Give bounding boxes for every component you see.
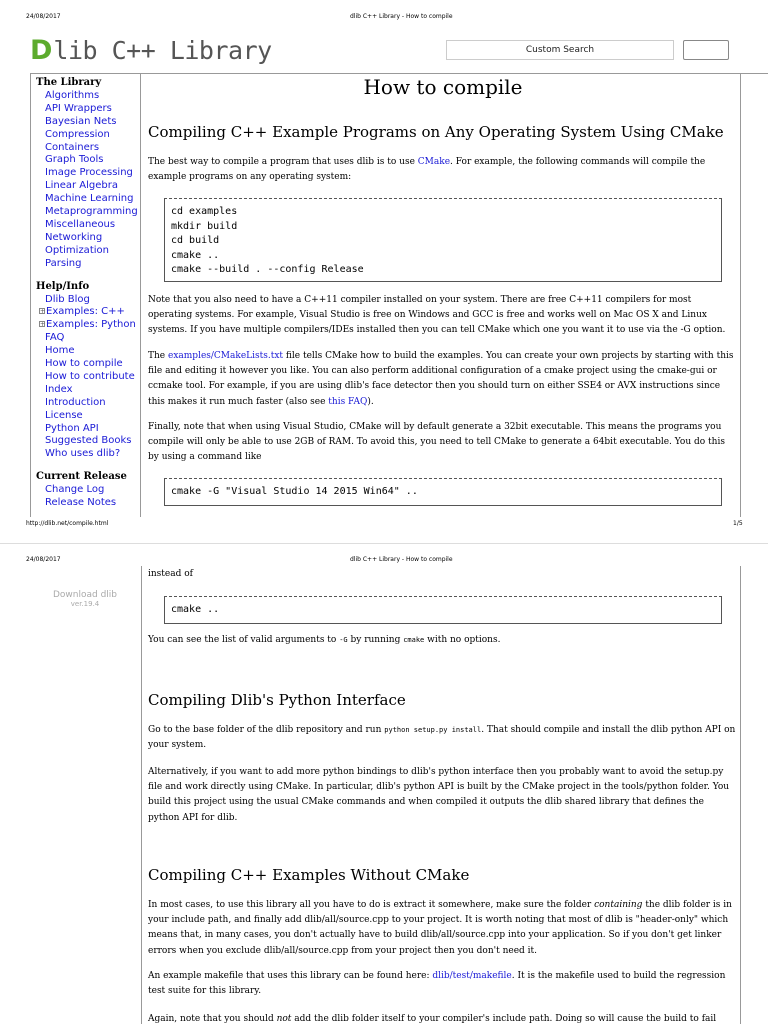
paragraph: Go to the base folder of the dlib repository and run python setup.py install. That should compile and install the dlib python API on your system. [148, 725, 736, 751]
sidebar-item-algorithms[interactable]: Algorithms [45, 89, 100, 101]
paragraph: instead of [148, 569, 193, 579]
sidebar-right-border [141, 566, 142, 1024]
sidebar-item-containers[interactable]: Containers [45, 141, 100, 153]
content-right-border [740, 74, 741, 517]
sidebar-item-api-wrappers[interactable]: API Wrappers [45, 102, 112, 114]
code-block: cmake .. [164, 596, 722, 624]
print-date: 24/08/2017 [26, 556, 61, 563]
print-title: dlib C++ Library - How to compile [350, 13, 453, 20]
sidebar-item-machine-learning[interactable]: Machine Learning [45, 193, 134, 205]
sidebar [30, 74, 141, 517]
sidebar-item-faq[interactable]: FAQ [45, 332, 65, 344]
section-heading: Compiling Dlib's Python Interface [148, 691, 406, 709]
page-title: How to compile [363, 75, 523, 99]
section-heading: Compiling C++ Example Programs on Any Operating System Using CMake [148, 123, 724, 141]
print-page-number: 1/5 [733, 520, 743, 527]
dlib-logo[interactable] [30, 30, 272, 70]
paragraph: The examples/CMakeLists.txt file tells CMake how to build the examples. You can create your own projects by starting with this file and editing it however you like. You can also perform additional configuration of a cmake project using the cmake-gui or ccmake tool. For example, if you are using dlib's face detector then you should turn on either SSE4 or AVX instructions since this makes it run much faster (also see this FAQ). [148, 351, 734, 407]
sidebar-item-metaprogramming[interactable]: Metaprogramming [45, 206, 138, 218]
expand-icon[interactable]: + [40, 308, 46, 316]
sidebar-item-who-uses-dlib[interactable]: Who uses dlib? [45, 448, 121, 460]
sidebar-item-release-notes[interactable]: Release Notes [45, 497, 117, 509]
sidebar-item-optimization[interactable]: Optimization [45, 244, 109, 256]
sidebar-item-how-to-contribute[interactable]: How to contribute [45, 370, 135, 382]
sidebar-item-linear-algebra[interactable]: Linear Algebra [45, 180, 118, 192]
download-box[interactable] [30, 590, 140, 608]
cmakelists-link[interactable]: examples/CMakeLists.txt [168, 351, 284, 361]
code-block: cd examples mkdir build cd build cmake .. cmake --build . --config Release [164, 198, 722, 282]
sidebar-item-bayesian-nets[interactable]: Bayesian Nets [45, 115, 117, 127]
sidebar-item-home[interactable]: Home [45, 345, 75, 357]
sidebar-item-index[interactable]: Index [45, 383, 73, 395]
sidebar-item-miscellaneous[interactable]: Miscellaneous [45, 218, 116, 230]
paragraph: You can see the list of valid arguments to -G by running cmake with no options. [148, 635, 501, 645]
sidebar-item-introduction[interactable]: Introduction [45, 396, 106, 408]
paragraph: Alternatively, if you want to add more python bindings to dlib's python interface then you probably want to avoid the setup.py file and work directly using CMake. In particular, dlib's python API is built by the CMake project in the tools/python folder. You build this project using the usual CMake commands and when compiled it outputs the dlib shared library that defines the python API for dlib. [148, 767, 730, 823]
sidebar-item-parsing[interactable]: Parsing [45, 257, 82, 269]
search-input[interactable]: Custom Search [446, 40, 674, 60]
logo-text: lib C++ Library [53, 35, 272, 65]
sidebar-item-python-api[interactable]: Python API [45, 422, 99, 434]
search-button[interactable] [683, 40, 729, 60]
print-title: dlib C++ Library - How to compile [350, 556, 453, 563]
code-block: cmake -G "Visual Studio 14 2015 Win64" .. [164, 478, 722, 506]
print-date: 24/08/2017 [26, 13, 61, 20]
print-footer-url: http://dlib.net/compile.html [26, 520, 109, 527]
download-version: ver.19.4 [70, 600, 100, 608]
paragraph: In most cases, to use this library all you have to do is extract it somewhere, make sure the folder containing the dlib folder is in your include path, and finally add dlib/all/source.cpp to your project. It is worth noting that most of dlib is "header-only" which means that, in many cases, you don't actually have to build dlib/all/source.cpp into your application. So if you don't get linker errors when you exclude dlib/all/source.cpp from your project then you don't need it. [148, 900, 732, 956]
content-right-border [740, 566, 741, 1024]
logo-letter: D [30, 34, 53, 66]
paragraph: Note that you also need to have a C++11 compiler installed on your system. There are free C++11 compilers for most operating systems. For example, Visual Studio is free on Windows and GCC is free and works well on Mac OS X and Linux systems. If you have multiple compilers/IDEs installed then you can tell CMake which one you want it to use via the -G option. [148, 295, 726, 336]
paragraph: An example makefile that uses this library can be found here: dlib/test/makefile. It is the makefile used to build the regression test suite for this library. [148, 971, 726, 997]
faq-link[interactable]: this FAQ [328, 396, 368, 407]
sidebar-item-change-log[interactable]: Change Log [45, 484, 105, 496]
paragraph: Finally, note that when using Visual Studio, CMake will by default generate a 32bit executable. This means the programs you compile will only be able to use 2GB of RAM. To avoid this, you need to tell CMake to generate a 64bit executable. You do this by using a command like [148, 422, 725, 463]
makefile-link[interactable]: dlib/test/makefile [432, 971, 512, 981]
sidebar-section-title: Help/Info [36, 280, 90, 292]
paragraph: Again, note that you should not add the dlib folder itself to your compiler's include path. Doing so will cause the build to fail [148, 1014, 717, 1024]
download-label[interactable]: Download dlib [52, 590, 118, 600]
sidebar-item-compression[interactable]: Compression [45, 128, 110, 140]
paragraph: The best way to compile a program that uses dlib is to use CMake. For example, the following commands will compile the example programs on any operating system: [148, 157, 706, 183]
page-break [0, 543, 768, 544]
sidebar-item-how-to-compile[interactable]: How to compile [45, 358, 123, 370]
sidebar-item-examples-cpp[interactable]: +Examples: C++ [40, 306, 125, 318]
cmake-link[interactable]: CMake [417, 157, 451, 167]
sidebar-item-dlib-blog[interactable]: Dlib Blog [45, 293, 90, 305]
expand-icon[interactable]: + [40, 321, 46, 329]
sidebar-item-license[interactable]: License [45, 409, 83, 421]
sidebar-item-networking[interactable]: Networking [45, 231, 103, 243]
sidebar-item-suggested-books[interactable]: Suggested Books [45, 435, 132, 447]
sidebar-item-examples-python[interactable]: +Examples: Python [40, 319, 136, 331]
sidebar-item-image-processing[interactable]: Image Processing [45, 167, 133, 179]
sidebar-section-title: Current Release [36, 471, 127, 483]
sidebar-item-graph-tools[interactable]: Graph Tools [45, 154, 104, 166]
section-heading: Compiling C++ Examples Without CMake [148, 866, 470, 884]
sidebar-section-title: The Library [36, 77, 102, 88]
